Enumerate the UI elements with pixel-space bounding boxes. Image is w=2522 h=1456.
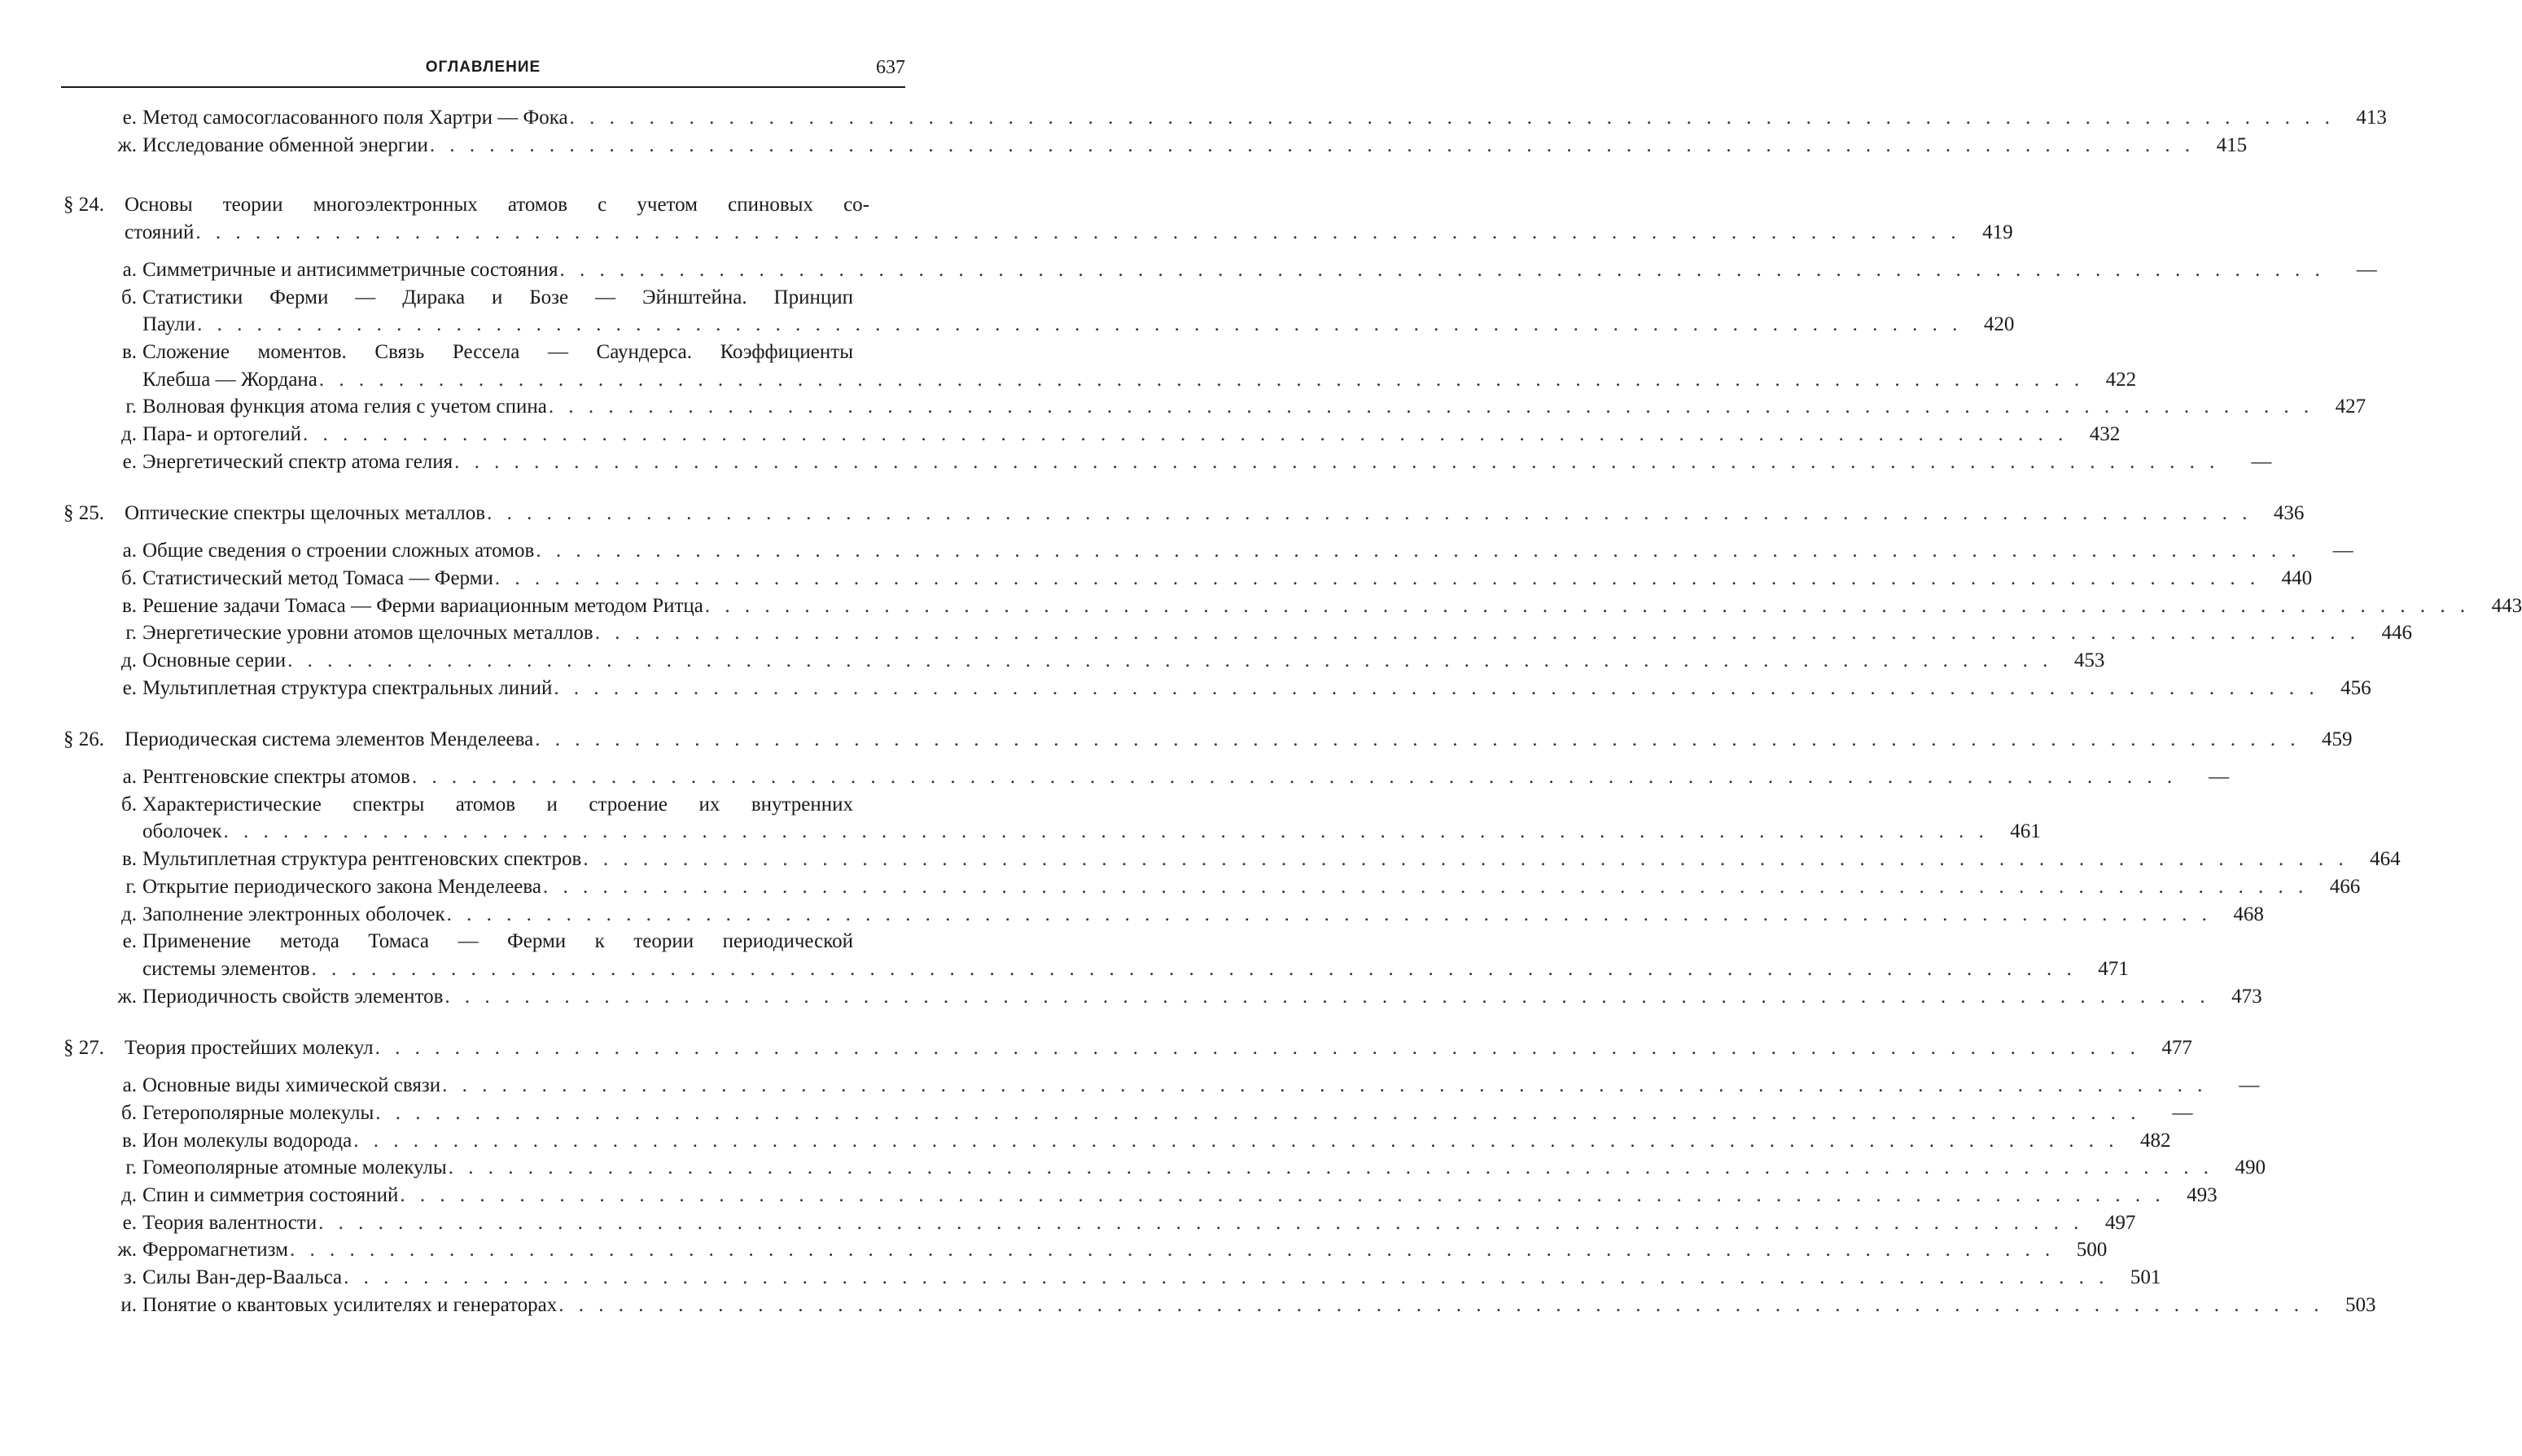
entry-title: Общие сведения о строении сложных атомов [142, 540, 535, 562]
toc-entry-line1 [63, 339, 905, 366]
entry-marker: д. [121, 903, 137, 925]
entry-title: Энергетический спектр атома гелия [142, 450, 453, 473]
entry-page: 464 [2370, 848, 2401, 871]
toc-entry [63, 366, 2137, 394]
entry-marker: в. [121, 848, 137, 871]
toc-entry [63, 1154, 2266, 1182]
toc-entry [63, 1236, 2108, 1264]
entry-marker: д. [121, 423, 137, 446]
toc-entry [63, 104, 2387, 132]
toc-entry [63, 1127, 2171, 1155]
dot-leader [318, 1209, 2083, 1237]
dot-leader [543, 873, 2308, 901]
toc-entry [63, 955, 2129, 983]
entry-marker: д. [121, 649, 137, 671]
dot-leader [495, 565, 2260, 592]
entry-title: Ион молекулы водорода [142, 1129, 352, 1152]
entry-title: Рентгеновские спектры атомов [142, 766, 410, 789]
entry-title-line1: Характеристические спектры атомов и строение их внутренних [142, 793, 853, 815]
entry-title-line1: Применение метода Томаса — Ферми к теории периодической [142, 930, 853, 953]
entry-marker: а. [122, 1074, 137, 1097]
entry-title: Открытие периодического закона Менделеева [142, 875, 541, 898]
entry-title: Метод самосогласованного поля Хартри — Фока [142, 107, 568, 129]
entry-title: системы элементов [142, 957, 310, 980]
toc-entry [63, 256, 2377, 284]
subsection-list [63, 763, 2401, 1010]
toc-entry [63, 448, 2272, 476]
entry-page: 413 [2356, 107, 2387, 129]
toc-entry [63, 1264, 2161, 1292]
entry-title: Исследование обменной энергии [142, 133, 428, 156]
toc-entry [63, 763, 2230, 791]
entry-title-line1: Статистики Ферми — Дирака и Бозе — Эйнштейна. Принцип [142, 286, 853, 308]
entry-page: 482 [2139, 1129, 2171, 1152]
entry-marker: ж. [117, 1239, 137, 1261]
entry-marker: б. [121, 286, 137, 308]
section-24 [63, 191, 2377, 475]
entry-page: 501 [2130, 1266, 2161, 1289]
entry-title: Спин и симметрия состояний [142, 1183, 399, 1206]
entry-title: Мультиплетная структура рентгеновских спектров [142, 848, 582, 871]
entry-page: 440 [2281, 566, 2313, 589]
entry-marker: е. [122, 676, 137, 699]
entry-marker: г. [125, 875, 137, 898]
entry-page: — [2172, 1101, 2193, 1124]
entry-page: 490 [2235, 1156, 2266, 1179]
entry-marker: б. [121, 1101, 137, 1124]
entry-page: 432 [2089, 423, 2121, 446]
section-heading [63, 726, 2353, 754]
entry-page: 420 [1983, 313, 2015, 336]
toc-entry-line1 [63, 928, 905, 955]
dot-leader [535, 726, 2300, 754]
entry-title: Мультиплетная структура спектральных линий [142, 676, 553, 699]
entry-title-line1: Сложение моментов. Связь Рессела — Саундерса. Коэффициенты [142, 340, 853, 363]
dot-leader [375, 1034, 2140, 1062]
entry-page: 473 [2231, 985, 2262, 1008]
entry-title: Теория валентности [142, 1211, 317, 1234]
entry-marker: а. [122, 766, 137, 789]
entry-page: 415 [2216, 133, 2248, 156]
toc-entry [63, 311, 2015, 339]
section-marker: § 24. [63, 194, 104, 216]
dot-leader [375, 1100, 2140, 1127]
entry-page: 468 [2233, 903, 2264, 925]
entry-marker: з. [123, 1266, 137, 1289]
dot-leader [560, 256, 2325, 284]
toc-entry-line1 [63, 791, 905, 819]
toc-entry [63, 983, 2262, 1011]
entry-title: Силы Ван-дер-Ваальса [142, 1266, 343, 1289]
dot-leader [487, 500, 2252, 527]
entry-title: Пара- и ортогелий [142, 423, 301, 446]
running-header [61, 54, 905, 88]
subsection-list [63, 256, 2377, 476]
entry-page: 461 [2010, 820, 2041, 843]
entry-marker: и. [120, 1293, 137, 1316]
section-title: Теория простейших молекул [125, 1037, 374, 1060]
entry-marker: в. [121, 340, 137, 363]
entry-marker: е. [122, 107, 137, 129]
entry-title: Симметричные и антисимметричные состояния [142, 258, 558, 281]
section-27 [63, 1034, 2376, 1318]
entry-page: 503 [2345, 1293, 2376, 1316]
entry-title: Периодичность свойств элементов [142, 985, 444, 1008]
entry-marker: б. [121, 566, 137, 589]
entry-title: Решение задачи Томаса — Ферми вариационным методом Ритца [142, 594, 703, 617]
section-page: 477 [2161, 1037, 2192, 1060]
toc-entry [63, 1072, 2260, 1100]
entry-title: Волновая функция атома гелия с учетом спина [142, 396, 547, 418]
toc-entry-line1 [63, 284, 905, 312]
section-26 [63, 726, 2401, 1010]
entry-marker: д. [121, 1183, 137, 1206]
dot-leader [449, 1154, 2213, 1182]
toc-entry [63, 846, 2401, 873]
entry-title: Гетерополярные молекулы [142, 1101, 374, 1124]
section-page: 459 [2321, 728, 2353, 751]
entry-title: Заполнение электронных оболочек [142, 903, 445, 925]
entry-page: 493 [2187, 1183, 2218, 1206]
section-heading-line1 [63, 191, 905, 219]
section-page: 419 [1982, 221, 2013, 244]
entry-page: — [2239, 1074, 2260, 1097]
toc-entry [63, 565, 2313, 592]
table-of-contents [63, 104, 2522, 1318]
section-marker: § 26. [63, 728, 104, 751]
section-marker: § 27. [63, 1037, 104, 1060]
section-title: Оптические спектры щелочных металлов [125, 502, 486, 525]
toc-entry [63, 421, 2121, 448]
dot-leader [412, 763, 2177, 791]
entry-marker: б. [121, 793, 137, 815]
entry-marker: ж. [117, 985, 137, 1008]
entry-page: — [2209, 766, 2230, 789]
entry-marker: г. [125, 396, 137, 418]
dot-leader [344, 1264, 2108, 1292]
entry-page: 446 [2381, 622, 2412, 645]
dot-leader [290, 1236, 2055, 1264]
section-page: 436 [2273, 502, 2305, 525]
entry-title: оболочек [142, 820, 222, 843]
entry-marker: в. [121, 594, 137, 617]
dot-leader [454, 448, 2219, 476]
dot-leader [287, 647, 2052, 675]
entry-page: 471 [2098, 957, 2129, 980]
dot-leader [312, 955, 2077, 983]
dot-leader [303, 421, 2068, 448]
section-heading [63, 500, 2305, 527]
entry-title: Паули [142, 313, 196, 336]
entry-page: — [2332, 540, 2353, 562]
entry-page: 466 [2329, 875, 2361, 898]
section-heading [63, 191, 2013, 246]
section-25 [63, 500, 2522, 702]
section-title: Периодическая система элементов Менделеева [125, 728, 534, 751]
subsection-list [63, 537, 2522, 702]
entry-page: — [2356, 258, 2377, 281]
section-title-line2: стояний [125, 221, 195, 244]
toc-entry [63, 1209, 2136, 1237]
toc-entry [63, 1292, 2376, 1319]
entry-page: 453 [2073, 649, 2105, 671]
entry-marker: е. [122, 1211, 137, 1234]
toc-entry [63, 873, 2361, 901]
entry-page: 500 [2076, 1239, 2108, 1261]
dot-leader [224, 818, 1989, 846]
header-page-number: 637 [876, 57, 905, 78]
entry-title: Ферромагнетизм [142, 1239, 288, 1261]
entry-page: 422 [2105, 368, 2137, 391]
toc-entry [63, 901, 2264, 929]
dot-leader [558, 1292, 2323, 1319]
entry-marker: е. [122, 930, 137, 953]
entry-page: — [2251, 450, 2272, 473]
entry-page: 497 [2104, 1211, 2136, 1234]
entry-marker: а. [122, 540, 137, 562]
entry-title: Энергетические уровни атомов щелочных металлов [142, 622, 593, 645]
entry-marker: в. [121, 1129, 137, 1152]
entry-marker: г. [125, 1156, 137, 1179]
toc-entry [63, 818, 2041, 846]
dot-leader [400, 1182, 2165, 1209]
dot-leader [444, 983, 2209, 1011]
dot-leader [595, 619, 2360, 647]
toc-entry [63, 675, 2371, 702]
dot-leader [430, 132, 2195, 160]
entry-title: Статистический метод Томаса — Ферми [142, 566, 493, 589]
entry-title: Клебша — Жордана [142, 368, 317, 391]
section-title-line1: Основы теории многоэлектронных атомов с учетом спиновых со- [125, 194, 869, 216]
toc-entry [63, 393, 2367, 421]
dot-leader [353, 1127, 2118, 1155]
toc-entry [63, 592, 2522, 620]
entry-marker: е. [122, 450, 137, 473]
dot-leader [554, 675, 2318, 702]
entry-title: Основные виды химической связи [142, 1074, 441, 1097]
toc-entry [63, 1100, 2193, 1127]
entry-marker: а. [122, 258, 137, 281]
dot-leader [447, 901, 2212, 929]
dot-leader [536, 537, 2301, 565]
dot-leader [549, 393, 2314, 421]
dot-leader [705, 592, 2470, 620]
entry-page: 456 [2340, 676, 2371, 699]
entry-page: 443 [2491, 594, 2522, 617]
toc-entry [63, 619, 2412, 647]
entry-page: 427 [2335, 396, 2367, 418]
entry-marker: ж. [117, 133, 137, 156]
dot-leader [442, 1072, 2207, 1100]
toc-entry [63, 1182, 2218, 1209]
dot-leader [319, 366, 2084, 394]
dot-leader [195, 219, 1960, 247]
dot-leader [197, 311, 1962, 339]
entry-title: Гомеополярные атомные молекулы [142, 1156, 447, 1179]
toc-entry [63, 132, 2248, 160]
entry-title: Основные серии [142, 649, 287, 671]
header-title: ОГЛАВЛЕНИЕ [425, 59, 541, 76]
section-marker: § 25. [63, 502, 104, 525]
dot-leader [583, 846, 2348, 873]
entry-marker: г. [125, 622, 137, 645]
entry-title: Понятие о квантовых усилителях и генераторах [142, 1293, 558, 1316]
dot-leader [570, 104, 2335, 132]
section-heading-line2 [63, 219, 2013, 247]
toc-entry [63, 647, 2105, 675]
toc-top-items [63, 104, 2387, 159]
section-heading [63, 1034, 2192, 1062]
toc-entry [63, 537, 2353, 565]
subsection-list [63, 1072, 2376, 1318]
